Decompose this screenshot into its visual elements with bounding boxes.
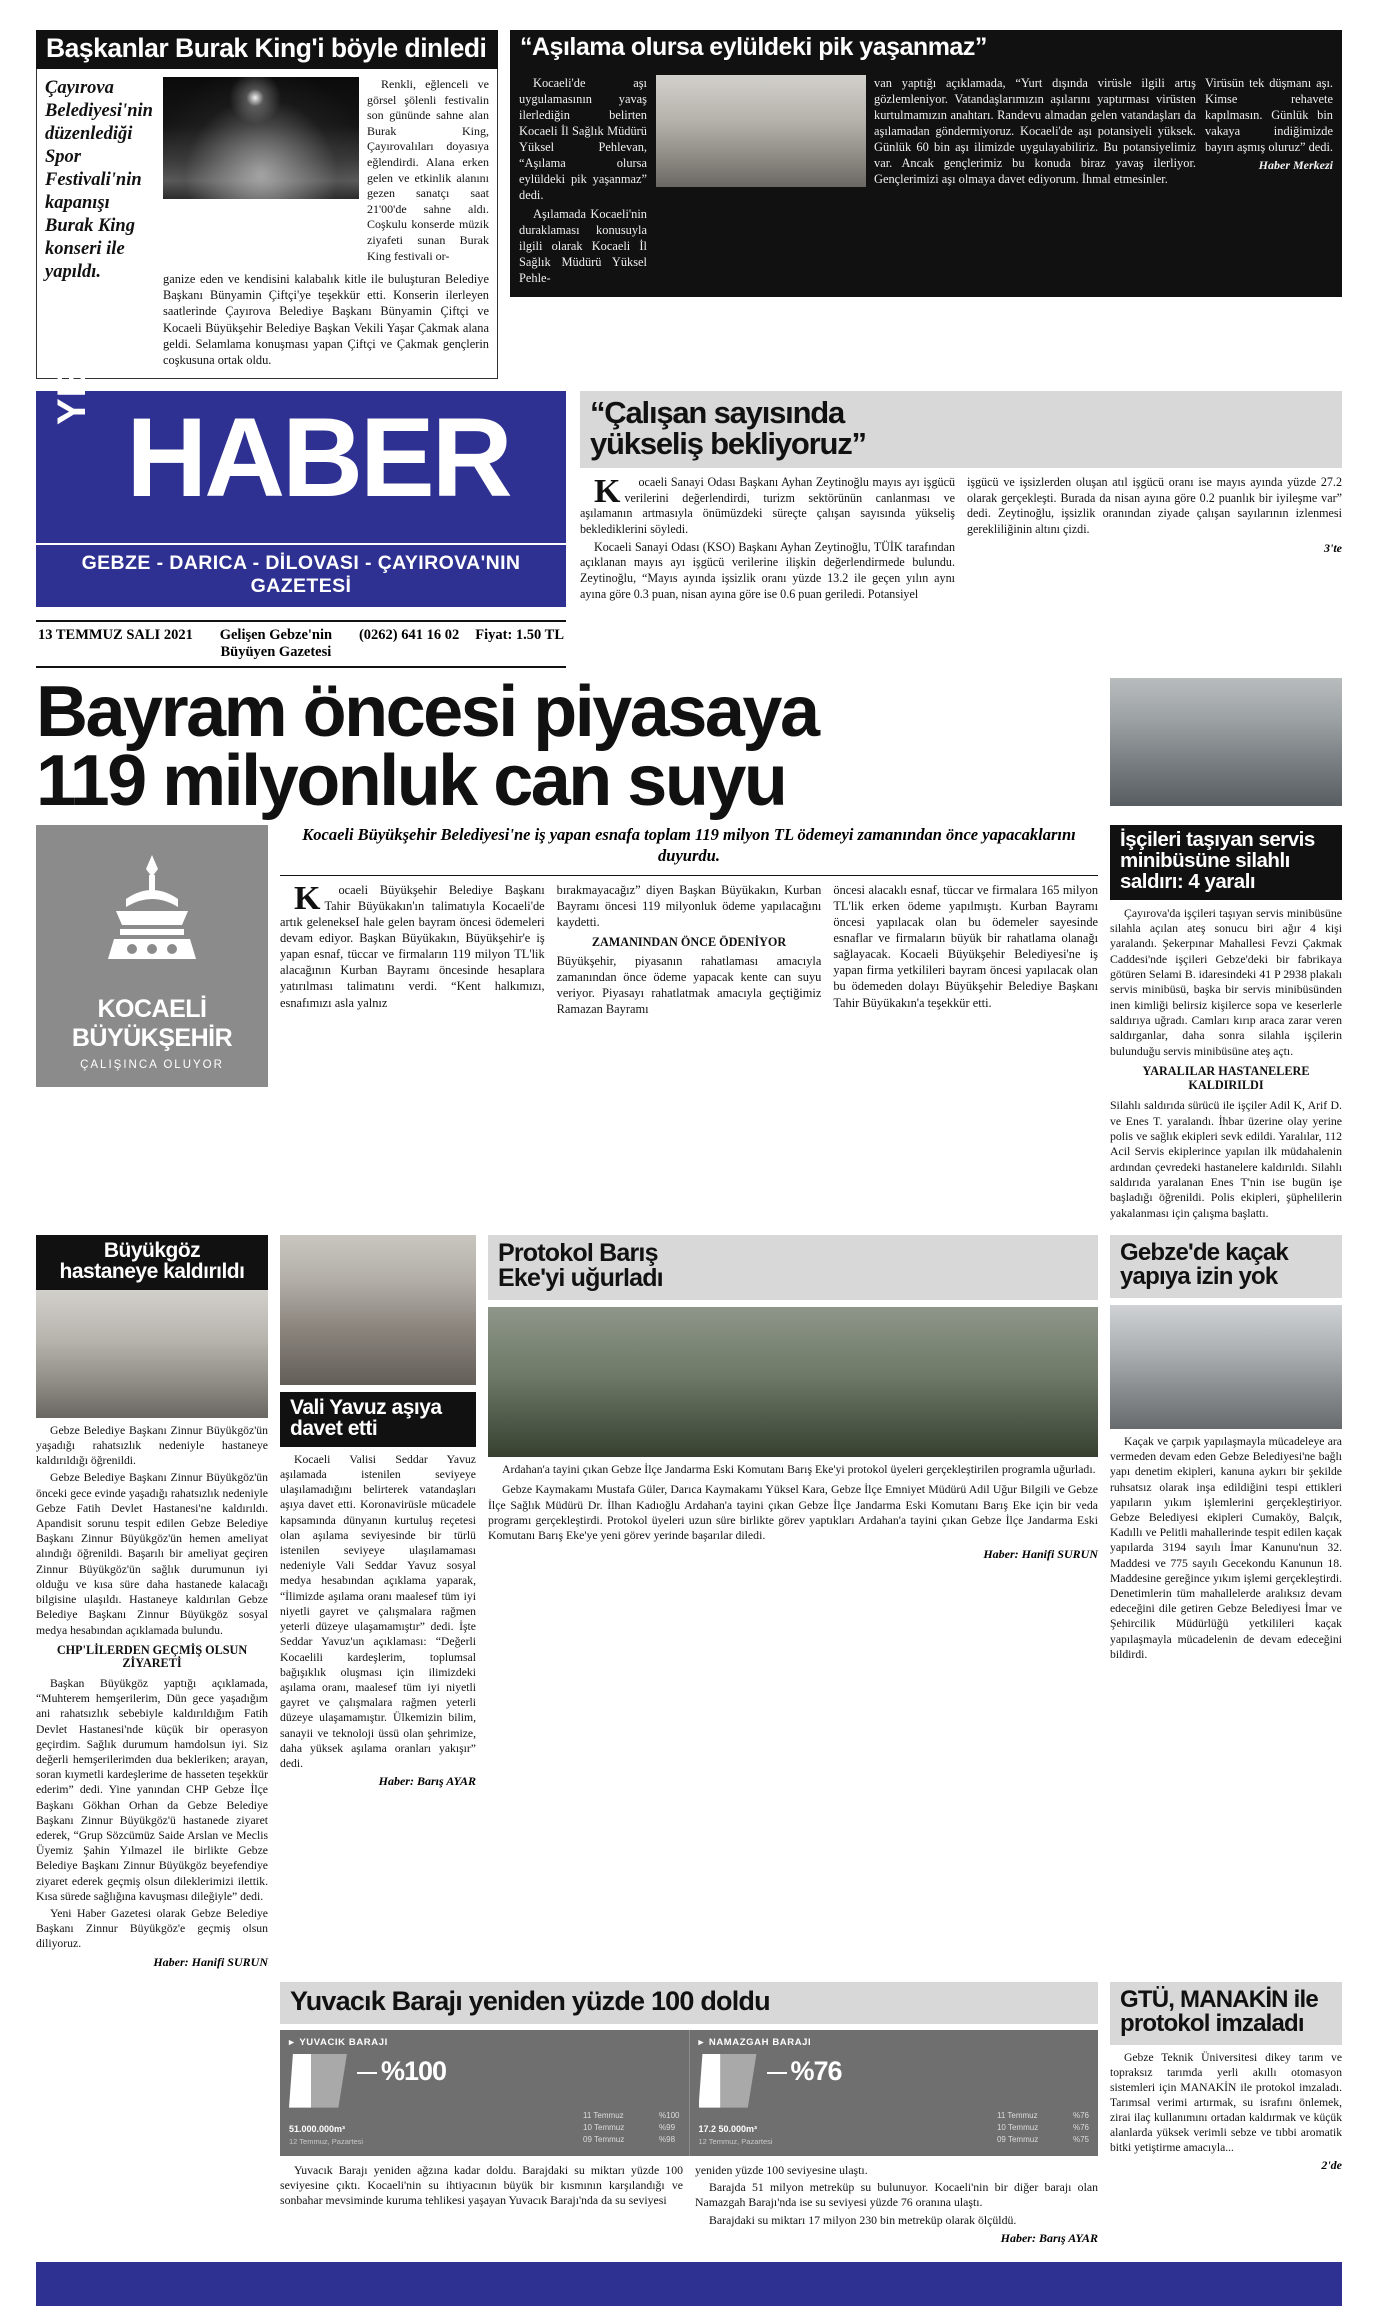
logo-line2: BÜYÜKŞEHİR xyxy=(71,1024,233,1053)
minibus-scene-photo xyxy=(1110,678,1342,806)
baraj-col2b: Barajda 51 milyon metreküp su bulunuyor. Kocaeli'nin bir diğer barajı olan Namazgah Barajı'nda ise su seviyesi yüzde 76 oranına ulaştı. xyxy=(695,2180,1098,2210)
vali-headline-line1: Vali Yavuz aşıya xyxy=(290,1396,442,1420)
buyukgoz-col2: Başkan Büyükgöz yaptığı açıklamada, “Muhterem hemşerilerim, Dün gece yaşadığım ani rahatsızlık sebebiyle kaldırıldığım Fatih Devlet Hastanesi'nde küçük bir operasyon geçirdim. Sağlık durumum hamdolsun iyi. Siz değerli hemşerilerimden dua bekleriken; arayan, soran kıymetli kardeşlerime de hasseten teşekkür ederim” dedi. Yine yanından CHP Gebze İlçe Başkanı Gökhan Orhan da Gebze Belediye Başkanı Zinnur Büyükgöz'ü hastanede ziyaret ederek, “Grup Sözcümüz Saide Arslan ve Meclis Üyemiz Şahin Yılmazel ile birlikte Gebze Belediye Başkanı Zinnur Büyükgöz beyefendiye ziyaret ederek geçmiş olsun dileklerimizi ilettik. Kısa sürede sağlığına kavuşması dileğiyle” dedi. xyxy=(36,1677,268,1903)
gtu-headline-line1: GTÜ, MANAKİN ile xyxy=(1120,1985,1318,2013)
dam-panel-namazgah xyxy=(689,2030,1099,2156)
dam-volume-yuvacik: 51.000.000m³ xyxy=(289,2123,346,2134)
main-col3: öncesi alacaklı esnaf, tüccar ve firmalara 165 milyon TL'lik erken ödeme yapılmıştı. Kurban Bayramı öncesi yapılacak olan bu ödemeler sayesinde esnaflar ve firmaların büyük bir rahatlama olanağı sağlayacak. Kocaeli Büyükşehir Belediyesi'ne iş yapan firma yetkilileri bayram öncesi yapılacak olan bu ödemeden dolayı Büyükşehir Belediye Başkanı Tahir Büyükakın'a teşekkür etti. xyxy=(833,882,1099,1010)
buyukgoz-col2b: Yeni Haber Gazetesi olarak Gebze Belediye Başkanı Zinnur Büyükgöz'e geçmiş olsun diliyoruz. xyxy=(36,1907,268,1951)
main-headline-line2: 119 milyonluk can suyu xyxy=(36,741,786,821)
minibus-col1: Çayırova'da işçileri taşıyan servis minibüsüne silahla açılan ateş sonucu biri ağır 4 kişi yaralandı. Şekerpınar Mahallesi Fevzi Çakmak Caddesi'nde işçileri Gebze'deki bir fabrikaya götüren Selami B. idaresindeki 41 P 2938 plakalı servis minibüsü, başka bir servis minibüsünden inen kimliği belirsiz kişilerce sopa ve keserlerle saldırıya uğradı. Camları kırıp araca zarar veren saldırganlar, daha sonra silahla işçilerin bulunduğu servis minibüsüne ateş açtı. xyxy=(1110,905,1342,1058)
article-calisan-sayisi xyxy=(580,391,1342,668)
main-col2: bırakmayacağız” diyen Başkan Büyükakın, Kurban Bayramı öncesi 119 milyonluk ödeme yapılacağını kaydetti. xyxy=(556,882,822,929)
minibus-col2: Silahlı saldırıda sürücü ile işçiler Adil K, Arif D. ve Enes T. yaralandı. İhbar üzerine olay yerine polis ve sağlık ekipleri sevk edildi. Yaralılar, 112 Acil Servis ekiplerince yapılan ilk müdahalenin ardından çevredeki hastanelere kaldırıldı. Silahlı saldırıda yaralanan Enes T'nin ise bugün işe başladığı öğrenildi. Polis ekipleri, şüphelilerin yakalanması için çalışma başlattı. xyxy=(1110,1098,1342,1220)
dam-volume-namazgah: 17.2 50.000m³ xyxy=(698,2123,758,2134)
kacak-headline-line2: yapıya izin yok xyxy=(1120,1263,1278,1291)
dam-volume-date-yuvacik: 12 Temmuz, Pazartesi xyxy=(289,2136,364,2146)
asilama-col3: Virüsün tek düşmanı aşı. Kimse rehavete kapılmasın. Günlük bin vakaya indiğimizde bayırı aşmış oluruz” dedi. xyxy=(1205,75,1334,154)
kocaeli-emblem-icon xyxy=(86,847,218,975)
protokol-col1: Ardahan'a tayini çıkan Gebze İlçe Jandarma Eski Komutanı Barış Eke'yi protokol üyeleri gerçekleştirilen programla uğurladı. xyxy=(502,1462,1096,1477)
asilama-col2: van yaptığı açıklamada, “Yurt dışında virüsle ilgili artış gözlemleniyor. Vatandaşlarımızın aşılarını yaptırması virüsten kurtulmamızın anahtarı. Randevu almadan gelen vatandaşları da aşılamadan göndermiyoruz. Kocaeli'de aşı potansiyeli yüksek. Günlük 60 bin aşı ilimizde uygulayabiliriz. Bu potansiyelimiz var. Ancak gençlerimiz bu konuda biraz yavaş ilerliyor. Gençlerimizi aşı olmaya davet ediyorum. İhmal etmesinler. xyxy=(874,75,1196,187)
paper-price: Fiyat: 1.50 TL xyxy=(475,626,564,643)
baraj-byline: Haber: Barış AYAR xyxy=(1000,2230,1098,2245)
baraj-col2c: Barajdaki su miktarı 17 milyon 230 bin metreküp olarak ölçüldü. xyxy=(709,2212,1017,2227)
dam-percent-namazgah: %76 xyxy=(767,2056,842,2087)
dam-title-namazgah: ▸ NAMAZGAH BARAJI xyxy=(698,2036,812,2048)
bottom-row xyxy=(36,1982,1342,2246)
protokol-headline-line1: Protokol Barış xyxy=(498,1239,658,1268)
burak-king-col1: Renkli, eğlenceli ve görsel şölenli festivalin son gününde sahne alan Burak King, Çayırovalıları doyasıya eğlendirdi. Alana erken gelen ve etkinlik alanını gezen sanatçı saat 21'00'de sahne aldı. Coşkulu konserde müzik ziyafeti sunan Burak King festivali or- xyxy=(367,77,489,263)
paper-phone: (0262) 641 16 02 xyxy=(358,626,460,643)
main-headline-line1: Bayram öncesi piyasaya xyxy=(36,671,818,752)
asilama-col1b: Aşılamada Kocaeli'nin duraklaması konusuyla ilgili olarak Kocaeli İl Sağlık Müdürü Yüksel Pehle- xyxy=(519,206,647,285)
asilama-byline: Haber Merkezi xyxy=(1258,158,1333,173)
article-kacak-yapi xyxy=(1110,1235,1342,1664)
triangle-right-icon: ▸ xyxy=(698,2036,704,2048)
gtu-headline-line2: protokol imzaladı xyxy=(1120,2009,1304,2037)
burak-king-concert-photo xyxy=(163,77,359,199)
top-strip xyxy=(36,30,1342,379)
calisan-headline-line2: yükseliş bekliyoruz” xyxy=(590,425,866,461)
dam-shape-namazgah xyxy=(699,2054,757,2108)
buyukgoz-col1b: Gebze Belediye Başkanı Zinnur Büyükgöz'ün önceki gece evinde yaşadığı rahatsızlık nedeniyle Gebze Fatih Devlet Hastanesi'ne kaldırıldı. Apandisit sorunu tespit edilen Gebze Belediye Başkanı Zinnur Büyükgöz'ün hemen ameliyat alındığı öğrenildi. Başarılı bir ameliyat geçiren Zinnur Büyükgöz'ün sağlık durumunun iyi olduğu ve kısa süre daha hastanede kalacağı bilgisine ulaşıldı. Hastaneye kaldırılan Gebze Belediye Başkanı Zinnur Büyükgöz sosyal medya hesabından açıklamada bulundu. xyxy=(36,1471,268,1637)
footer-blue-bar xyxy=(36,2262,1342,2306)
buyukgoz-subhead: CHP'LİLERDEN GEÇMİŞ OLSUN ZİYARETİ xyxy=(56,1642,248,1671)
baraj-col1: Yuvacık Barajı yeniden ağzına kadar doldu. Barajdaki su miktarı yüzde 100 seviyesine çıktı. Kocaeli'nin su ihtiyacının büyük bir kısmının karşılandığı ve sonbahar mevsiminde kuruma tehlikesi yaşayan Yuvacık Barajı'nda da su seviyesi xyxy=(280,2162,683,2208)
buyukgoz-col1: Gebze Belediye Başkanı Zinnur Büyükgöz'ün yaşadığı rahatsızlık nedeniyle hastaneye kaldırıldığı öğrenildi. xyxy=(36,1423,268,1468)
dam-title-yuvacik: ▸ YUVACIK BARAJI xyxy=(289,2036,388,2048)
publication-date: 13 TEMMUZ SALI 2021 xyxy=(38,626,193,643)
dam-volume-date-namazgah: 12 Temmuz, Pazartesi xyxy=(698,2136,773,2146)
dam-shape-yuvacik xyxy=(289,2054,347,2108)
minibus-subhead: YARALILAR HASTANELERE KALDIRILDI xyxy=(1142,1064,1310,1092)
burak-king-col2: ganize eden ve kendisini kalabalık kitle ile buluşturan Belediye Başkanı Bünyamin Çiftçi'ye teşekkür etti. Konserin ilerleyen saatlerinde Çayırova Belediye Başkanı Bünyamin Çiftçi ve Kocaeli Büyükşehir Belediye Başkan Vekili Yaşar Çakmak alana geldi. Selamlama konuşması yapan Çiftçi ve Çakmak gençlerin coşkusuna ortak oldu. xyxy=(163,272,489,367)
article-yuvacik-baraji xyxy=(280,1982,1098,2246)
kacak-col1: Kaçak ve çarpık yapılaşmayla mücadeleye ara vermeden devam eden Gebze Belediyesi'ne bağlı yapı denetim ekipleri, kanuna aykırı bir şekilde ruhsatsız olarak inşa edildiğini tespi ettikleri yapıların yıkım işlemlerini gerçekleştiriyor. Gebze Belediyesi ekipleri Cumaköy, Balçık, Kadıllı ve Pelitli mahallerinde tespit edilen kaçak yapılarda 3194 sayılı İmar Kanunu'nun 32. Maddesi ve 775 sayılı Gecekondu Kanunun 18. Maddesine gereğince yıkım işlemi gerçekleştirdi. Denetimlerin tüm mahallelerde aralıksız devam edeceğini dile getiren Gebze Belediyesi İmar ve Şehircilik Müdürlüğü yetkilileri kaçak yapılaşmayla mücadelenin de devam edeceğini bildirdi. xyxy=(1110,1435,1342,1661)
asilama-headline: “Aşılama olursa eylüldeki pik yaşanmaz” xyxy=(510,30,1342,68)
burak-king-headline: Başkanlar Burak King'i böyle dinledi xyxy=(36,30,498,69)
calisan-jump: 3'te xyxy=(1324,540,1342,555)
gtu-headline xyxy=(1110,1982,1342,2045)
kacak-headline xyxy=(1110,1235,1342,1298)
dam-percent-yuvacik: %100 xyxy=(357,2056,446,2087)
protokol-col2: Gebze Kaymakamı Mustafa Güler, Darıca Kaymakamı Yüksel Kara, Gebze İlçe Emniyet Müdürü Adil Uğur Bilgili ve Gebze İlçe Sağlık Müdürü Dr. İlhan Kadıoğlu Ardahan'a tayini çıkan Gebze İlçe Jandarma Eski Komutanı Barış Eke için bir veda programı gerçekleştirdi. Protokol üyeleri uzun süre birlikte görev yaptıkları Ardahan'a tayini çıkan Gebze İlçe Jandarma Eski Komutanı Barış Eke'ye yeni görev yerinde başarılar diledi. xyxy=(488,1482,1098,1543)
vali-col1: Kocaeli Valisi Seddar Yavuz aşılamada istenilen seviyeye ulaşılamadığını belirterek vatandaşları aşıya davet etti. Koronavirüsle mücadele kapsamında dünyanın kurtuluş reçetesi olan aşılama seviyesinde bir türlü istenilen seviyeye ulaşılamaması nedeniyle Vali Seddar Yavuz sosyal medya hesabından açıklama yaparak, “İlimizde aşılama oranı maalesef tüm iyi niyetli gayret ve çalışmalara rağmen yeterli düzeye ulaşamamıştır” dedi. İşte Seddar Yavuz'un açıklaması: “Değerli Kocaelili kardeşlerim, toplumsal bağışıklık oluşması için ilimizdeki aşılama oranı, maalesef tüm iyi niyetli gayret ve çalışmalara rağmen yeterli düzeye ulaşamamıştır. Ülkemizin bilim, sanayii ve teknoloji üssü olan şehrimize, daha yüksek aşılama oranları yakışır” dedi. xyxy=(280,1452,476,1770)
calisan-col2: işgücü ve işsizlerden oluşan atıl işgücü oranı ise mayıs ayında yüzde 27.2 olarak gerçekleşti. Burada da nisan ayına göre 0.2 puanlık bir iyileşme var” dedi. Zeytinoğlu, işsizlik oranından ziyade çalışan sayılarının izlenmesi gerekliliğinin altını çizdi. xyxy=(967,474,1342,537)
vali-office-photo xyxy=(280,1235,476,1385)
asilama-col1: Kocaeli'de aşı uygulamasının yavaş ilerlediğin belirten Kocaeli İl Sağlık Müdürü Yüksel Pehlevan, “Aşılama olursa eylüldeki pik yaşanmaz” dedi. xyxy=(519,75,647,203)
dam-panel-yuvacik xyxy=(280,2030,689,2156)
buyukgoz-headline xyxy=(36,1235,268,1290)
masthead-haber: HABER xyxy=(126,394,510,520)
vali-byline: Haber: Barış AYAR xyxy=(378,1774,476,1789)
logo-line3: ÇALIŞINCA OLUYOR xyxy=(80,1059,224,1072)
main-subhead: ZAMANINDAN ÖNCE ÖDENİYOR xyxy=(591,935,787,950)
main-headline-row xyxy=(36,671,1342,821)
calisan-col1: Kocaeli Sanayi Odası Başkanı Ayhan Zeytinoğlu mayıs ayı işgücü verilerini değerlendirdi, turizm sektörünün canlanması ve aşılamanın artmasıyla önümüzdeki süreçte çalışan sayısında yükseliş beklediklerini söyledi. xyxy=(580,472,955,537)
masthead-yeni: YENİ xyxy=(50,327,94,425)
burak-king-lead: Çayırova Belediyesi'nin düzenlediği Spor Festivali'nin kapanışı Burak King konseri ile yapıldı. xyxy=(45,78,153,282)
masthead xyxy=(36,327,566,668)
calisan-headline xyxy=(580,391,1342,468)
baraj-col2: yeniden yüzde 100 seviyesine ulaştı. xyxy=(695,2162,868,2177)
gtu-col1: Gebze Teknik Üniversitesi dikey tarım ve topraksız tarımda yerli akıllı otomasyon sistemleri için MANAKİN ile protokol imzaladı. Tarımsal verimi artırmak, su israfını önlemek, zirai ilaç kullanımını ortadan kaldırmak ve küçük alanlarda yüksek verimli sebze ve tıbbi aromatik bitki yetiştirme amacıyla... xyxy=(1110,2050,1342,2155)
main-divider xyxy=(280,875,1098,876)
buyukgoz-headline-line2: hastaneye kaldırıldı xyxy=(59,1260,245,1284)
article-gtu-manakin xyxy=(1110,1982,1342,2173)
calisan-headline-line1: “Çalışan sayısında xyxy=(590,394,845,430)
logo-line1: KOCAELİ xyxy=(97,995,207,1024)
masthead-row xyxy=(36,327,1342,668)
protokol-headline-line2: Eke'yi uğurladı xyxy=(498,1264,663,1293)
main-kicker: Kocaeli Büyükşehir Belediyesi'ne iş yapan esnafa toplam 119 milyon TL ödemeyi zamanından önce yapacaklarını duyurdu. xyxy=(302,825,1076,865)
kocaeli-buyuksehir-logo xyxy=(36,825,268,1087)
protokol-headline xyxy=(488,1235,1098,1300)
buyukgoz-headline-line1: Büyükgöz xyxy=(103,1239,201,1263)
masthead-info-bar xyxy=(36,620,566,668)
masthead-region-slogan: GEBZE - DARICA - DİLOVASI - ÇAYIROVA'NIN GAZETESİ xyxy=(36,545,566,607)
main-col1: Kocaeli Büyükşehir Belediye Başkanı Tahir Büyükakın'ın talimatıyla Kocaeli'de artık gelenekseI hale gelen bayram öncesi ödemeleri devam ediyor. Başkan Büyükakın, Büyükşehir'e iş yapan esnaf, tüccar ve firmaların 119 milyon TL'lik alacağının Kurban Bayramı öncesinde hesaplara yatırılması talimatını verdi. “Kent halkımızı, esnafımızı asla yalnız xyxy=(280,879,545,1010)
article-buyukgoz xyxy=(36,1235,268,1970)
baraj-headline: Yuvacık Barajı yeniden yüzde 100 doldu xyxy=(280,1982,1098,2024)
paper-tagline: Gelişen Gebze'nin Büyüyen Gazetesi xyxy=(219,626,333,660)
article-vali-yavuz xyxy=(280,1235,476,1789)
protokol-group-photo xyxy=(488,1307,1098,1457)
kacak-demolition-photo xyxy=(1110,1305,1342,1429)
calisan-col1b: Kocaeli Sanayi Odası (KSO) Başkanı Ayhan Zeytinoğlu, TÜİK tarafından açıklanan mayıs ayı işgücü verilerine ilişkin değerlendirmede bulundu. Zeytinoğlu, “Mayıs ayında işsizlik oranı yüzde 13.2 ile geçen yılın aynı ayına göre 0.3 puan, nisan ayına göre ise 0.6 puan geriledi. Potansiyel xyxy=(580,539,955,601)
triangle-right-icon: ▸ xyxy=(289,2036,295,2048)
buyukgoz-hospital-photo xyxy=(36,1290,268,1418)
vali-headline xyxy=(280,1392,476,1447)
minibus-headline: İşçileri taşıyan servis minibüsüne silahlı saldırı: 4 yaralı xyxy=(1110,825,1342,900)
protokol-byline: Haber: Hanifi SURUN xyxy=(983,1546,1098,1561)
article-asilama xyxy=(510,30,1342,379)
dam-history-namazgah: 11 Temmuz %76 10 Temmuz %76 09 Temmuz %75 xyxy=(996,2110,1089,2144)
gtu-jump: 2'de xyxy=(1321,2158,1342,2173)
article-protokol-baris-eke xyxy=(488,1235,1098,1562)
main-body-row xyxy=(36,825,1342,1223)
article-minibus-saldiri xyxy=(1110,825,1342,1223)
dam-levels-chart xyxy=(280,2030,1098,2156)
buyukgoz-byline: Haber: Hanifi SURUN xyxy=(153,1954,268,1969)
kacak-headline-line1: Gebze'de kaçak xyxy=(1120,1239,1288,1267)
dam-history-yuvacik: 11 Temmuz %100 10 Temmuz %99 09 Temmuz %98 xyxy=(583,2110,680,2144)
yuksel-pehlevan-photo xyxy=(656,75,866,187)
article-burak-king xyxy=(36,30,498,379)
main-col2b: Büyükşehir, piyasanın rahatlaması amacıyla zamanından önce ödeme yapacak kente can suyu veriyor. Piyasayı rahatlatmak amacıyla geçtiğimiz Ramazan Bayramı xyxy=(556,953,822,1017)
middle-row xyxy=(36,1235,1342,1970)
vali-headline-line2: davet etti xyxy=(290,1417,378,1441)
